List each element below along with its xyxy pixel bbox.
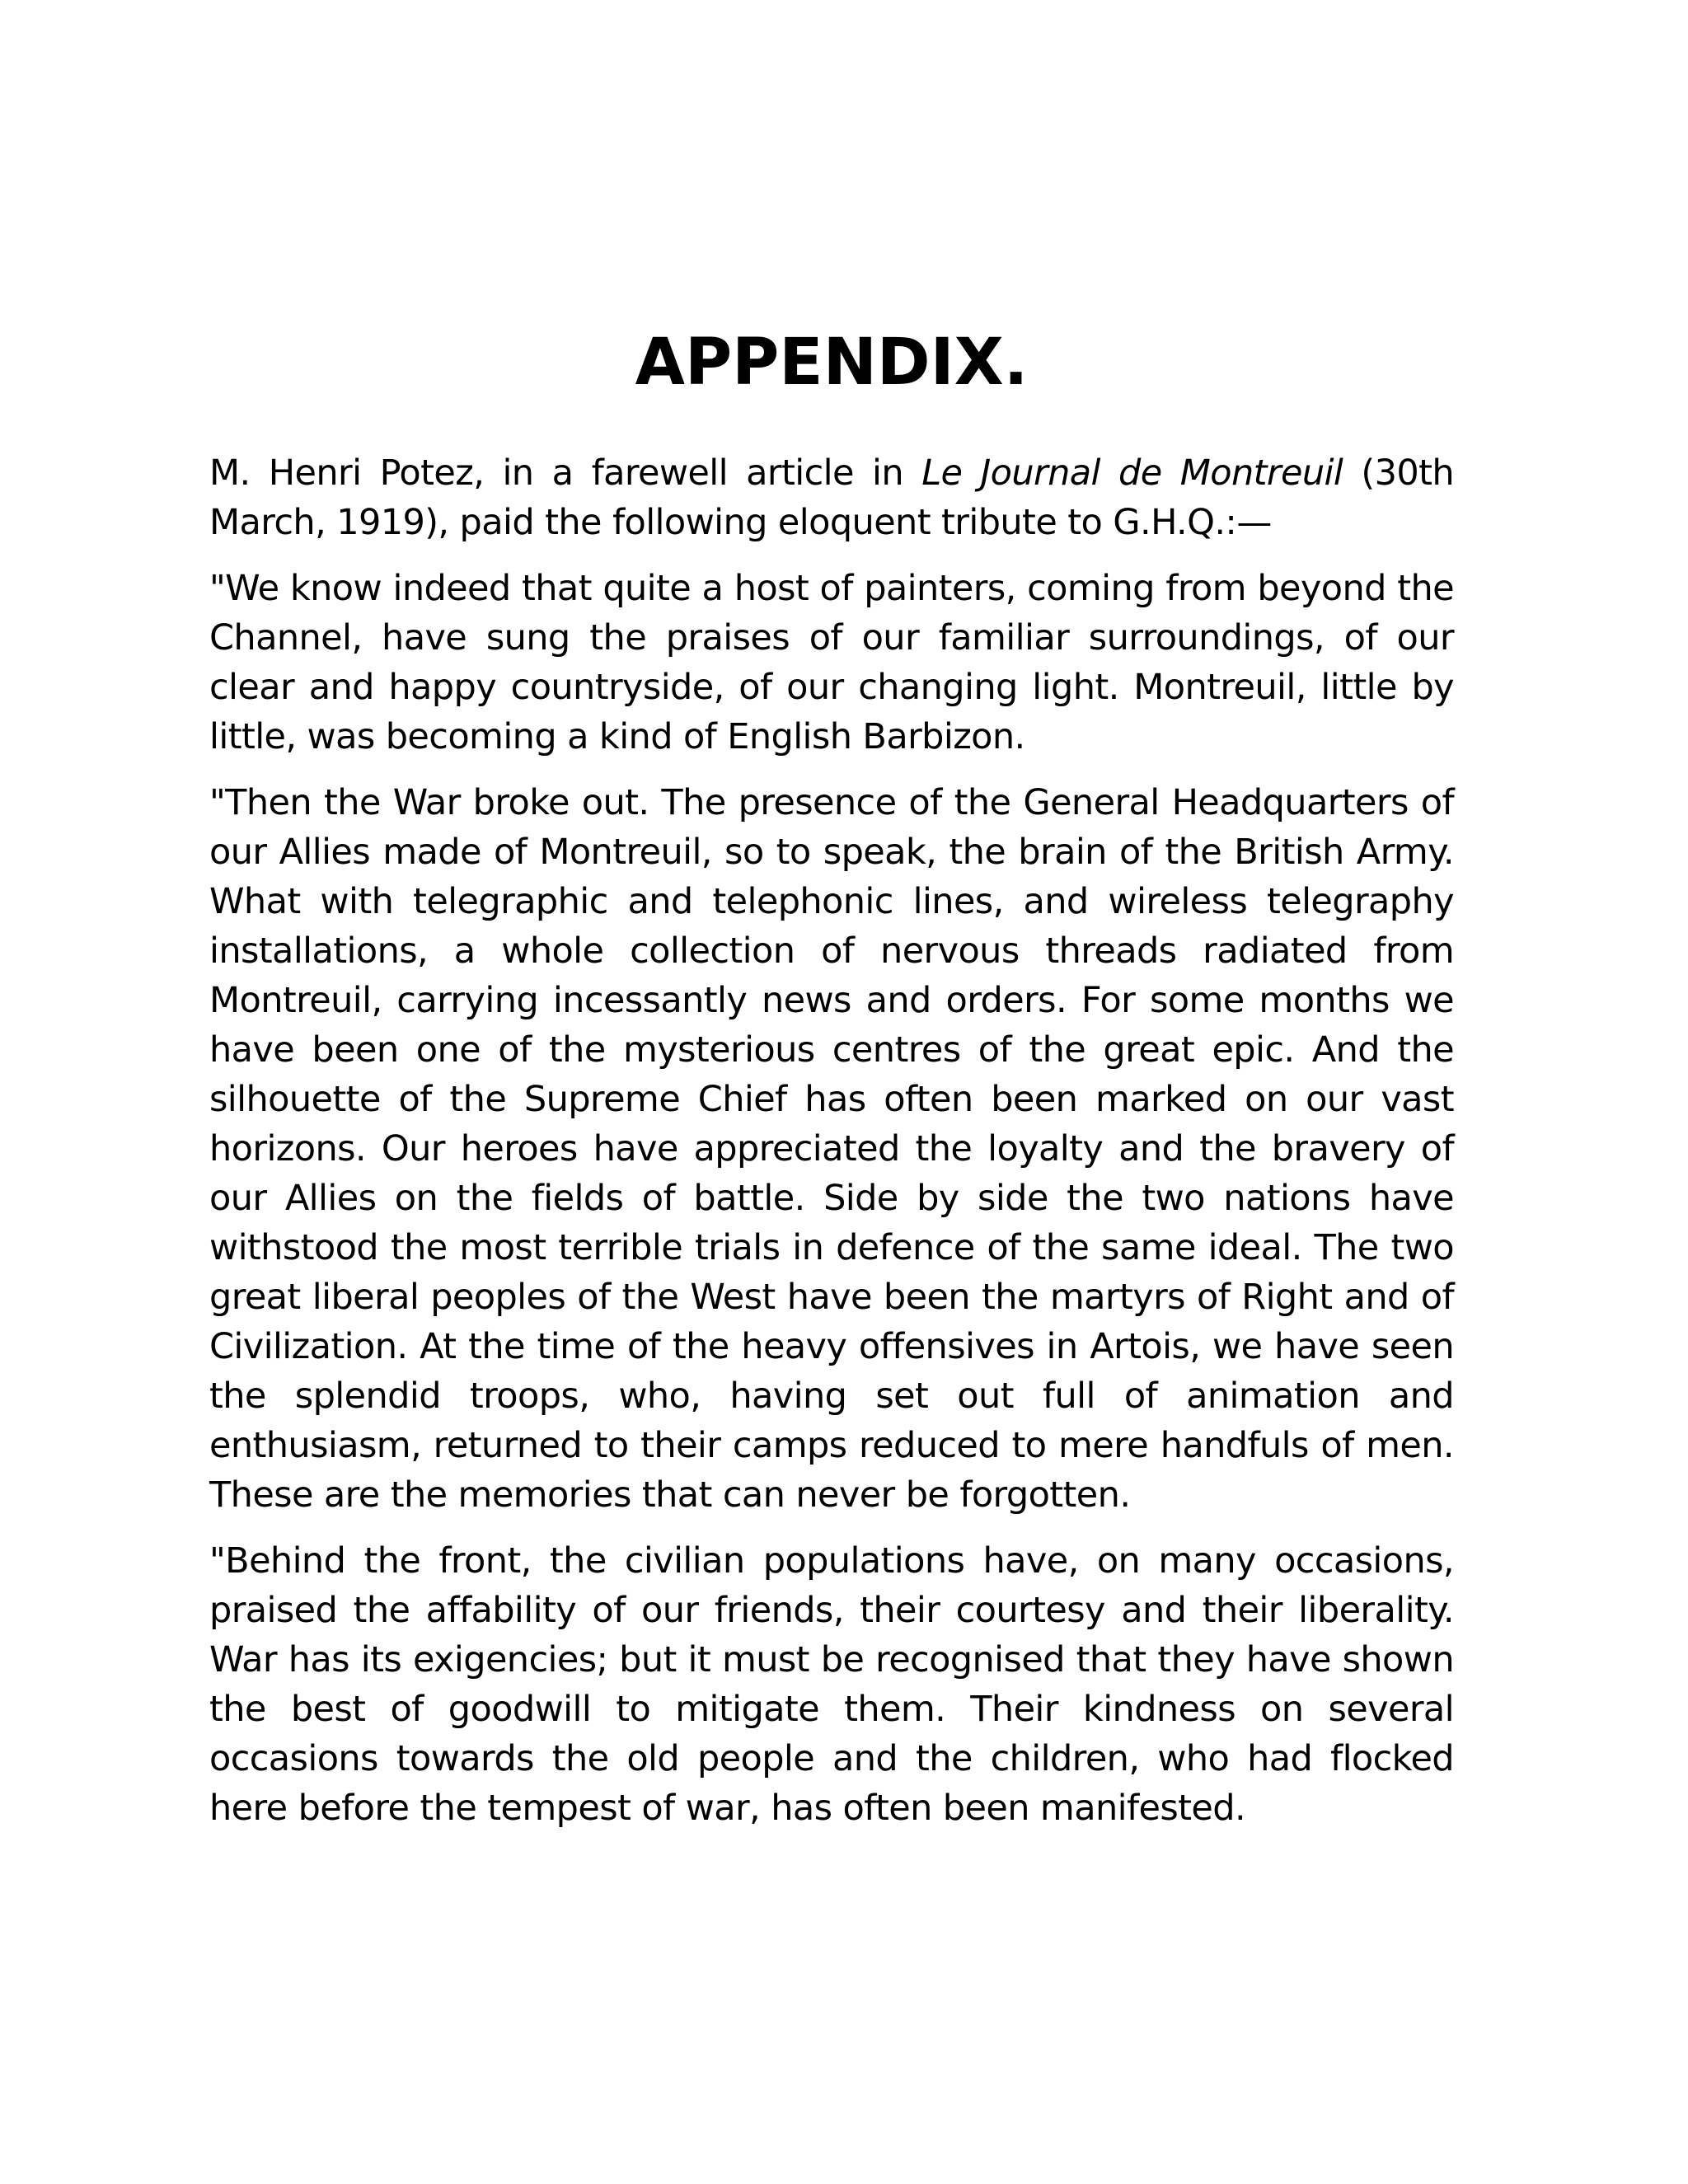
quote-paragraph-1: "We know indeed that quite a host of painters, coming from beyond the Channel, have sung the praises of our familiar surroundings, of our clear and happy countryside, of our changing light. Montreuil, little by little, was becoming a kind of English Barbizon.	[209, 568, 1454, 757]
quote-paragraph-3: "Behind the front, the civilian populations have, on many occasions, praised the affability of our friends, their courtesy and their liberality. War has its exigencies; but it must be recognised that they have shown the best of goodwill to mitigate them. Their kindness on several occasions towards the old people and the children, who had flocked here before the tempest of war, has often been manifested.	[209, 1540, 1454, 1829]
document-page	[209, 321, 1454, 1849]
quote-paragraph-2: "Then the War broke out. The presence of the General Headquarters of our Allies made of Montreuil, so to speak, the brain of the British Army. What with telegraphic and telephonic lines, and wireless telegraphy installations, a whole collection of nervous threads radiated from Montreuil, carrying incessantly news and orders. For some months we have been one of the mysterious centres of the great epic. And the silhouette of the Supreme Chief has often been marked on our vast horizons. Our heroes have appreciated the loyalty and the bravery of our Allies on the fields of battle. Side by side the two nations have withstood the most terrible trials in defence of the same ideal. The two great liberal peoples of the West have been the martyrs of Right and of Civilization. At the time of the heavy offensives in Artois, we have seen the splendid troops, who, having set out full of animation and enthusiasm, returned to their camps reduced to mere handfuls of men. These are the memories that can never be forgotten.	[209, 782, 1454, 1516]
intro-text-before: M. Henri Potez, in a farewell article in	[209, 452, 922, 494]
intro-paragraph	[209, 448, 1454, 547]
journal-title: Le Journal de Montreuil	[921, 452, 1343, 494]
intro-text-after: (30th March, 1919), paid the following eloquent tribute to G.H.Q.:—	[209, 452, 1454, 543]
page-title: APPENDIX.	[635, 326, 1029, 400]
